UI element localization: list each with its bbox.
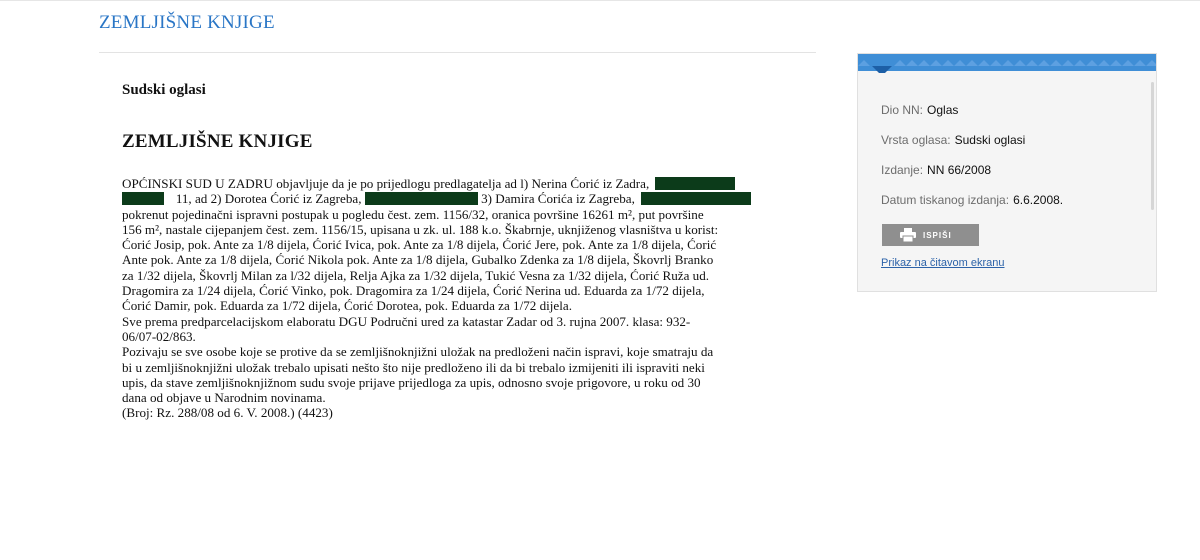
meta-vrsta bbox=[881, 133, 1025, 147]
reader-view-link[interactable]: Prikaz na čitavom ekranu bbox=[881, 257, 1005, 269]
redacted-segment bbox=[122, 191, 129, 206]
meta-datum bbox=[881, 193, 1063, 207]
meta-value: NN 66/2008 bbox=[927, 163, 992, 177]
redacted-block bbox=[365, 192, 478, 205]
line-text: OPĆINSKI SUD U ZADRU objavljuje da je po prijedlogu predlagatelja ad l) Nerina Ćorić iz Zadra, bbox=[122, 176, 650, 191]
printer-icon bbox=[900, 228, 916, 242]
meta-value: Oglas bbox=[927, 103, 959, 117]
meta-label: Izdanje: bbox=[881, 163, 924, 177]
page-title: ZEMLJIŠNE KNJIGE bbox=[99, 12, 275, 33]
meta-value: Sudski oglasi bbox=[954, 133, 1026, 147]
text-line: Sve prema predparcelacijskom elaboratu DGU Područni ured za katastar Zadar od 3. rujna 2007. klasa: 932- bbox=[122, 313, 691, 329]
line-text: 3) Damira Ćorića iz Zagreba, bbox=[481, 191, 635, 207]
redacted-block bbox=[122, 192, 164, 205]
redacted-block bbox=[641, 192, 751, 205]
decorative-band bbox=[858, 54, 1156, 71]
text-line: bi u zemljišnoknjižni uložak trebalo upisati nešto što nije predloženo ili da bi trebalo izmijeniti ili ispraviti neki bbox=[122, 359, 705, 375]
meta-label: Vrsta oglasa: bbox=[881, 133, 951, 147]
redacted-block bbox=[655, 177, 735, 190]
meta-label: Dio NN: bbox=[881, 103, 924, 117]
panel-scrollbar[interactable] bbox=[1151, 82, 1154, 210]
title-divider bbox=[99, 52, 816, 53]
meta-dio bbox=[881, 103, 958, 117]
text-line: 06/07-02/863. bbox=[122, 328, 196, 344]
text-line: Dragomira za 1/24 dijela, Ćorić Vinko, pok. Dragomira za 1/24 dijela, Ćorić Nerina ud. Eduarda za 1/72 dijela, bbox=[122, 283, 705, 299]
meta-izdanje bbox=[881, 163, 991, 177]
print-button-label: ISPIŠI bbox=[923, 230, 952, 240]
line-text: 11, ad 2) Dorotea Ćorić iz Zagreba, bbox=[175, 191, 362, 207]
text-line bbox=[122, 176, 802, 191]
text-line: 156 m², nastale cijepanjem čest. zem. 1156/15, upisana u zk. ul. 188 k.o. Škabrnje, uknjiženog vlasništva u korist: bbox=[122, 221, 719, 237]
article-title: ZEMLJIŠNE KNJIGE bbox=[122, 131, 313, 152]
text-line: Ćorić Josip, pok. Ante za 1/8 dijela, Ćorić Ivica, pok. Ante za 1/8 dijela, Ćorić Jere, pok. Ante za 1/8 dijela, Ćorić bbox=[122, 237, 717, 253]
top-divider bbox=[0, 0, 1200, 1]
meta-label: Datum tiskanog izdanja: bbox=[881, 193, 1010, 207]
section-label: Sudski oglasi bbox=[122, 82, 206, 98]
text-line bbox=[122, 191, 802, 206]
text-line: Pozivaju se sve osobe koje se protive da se zemljišnoknjižni uložak na predloženi način ispravi, koje smatraju da bbox=[122, 344, 714, 360]
text-line: (Broj: Rz. 288/08 od 6. V. 2008.) (4423) bbox=[122, 405, 333, 421]
text-line: pokrenut pojedinačni ispravni postupak u pogledu čest. zem. 1156/32, oranica površine 16261 m², put površine bbox=[122, 206, 704, 222]
info-panel bbox=[857, 53, 1157, 292]
text-line: upis, da stave zemljišnoknjižnom sudu svoje prijave prijedloga za upis, odnosno svoje prigovore, u roku od 30 bbox=[122, 374, 701, 390]
article-body bbox=[122, 176, 802, 421]
meta-value: 6.6.2008. bbox=[1013, 193, 1064, 207]
text-line: dana od objave u Narodnim novinama. bbox=[122, 390, 326, 406]
text-line: Ćorić Damir, pok. Eduarda za 1/72 dijela, Ćorić Dorotea, pok. Eduarda za 1/72 dijela. bbox=[122, 298, 572, 314]
zigzag-band-icon bbox=[858, 54, 1156, 73]
text-line: Ante pok. Ante za 1/8 dijela, Ćorić Nikola pok. Ante za 1/8 dijela, Gubalko Zdenka za 1/8 dijela, Škovrlj Branko bbox=[122, 252, 714, 268]
redacted-segment bbox=[365, 191, 478, 206]
text-line: za 1/32 dijela, Škovrlj Milan za l/32 dijela, Relja Ajka za 1/32 dijela, Tukić Vesna za 1/32 dijela, Ćorić Ruža ud. bbox=[122, 267, 710, 283]
print-button[interactable] bbox=[882, 224, 979, 246]
